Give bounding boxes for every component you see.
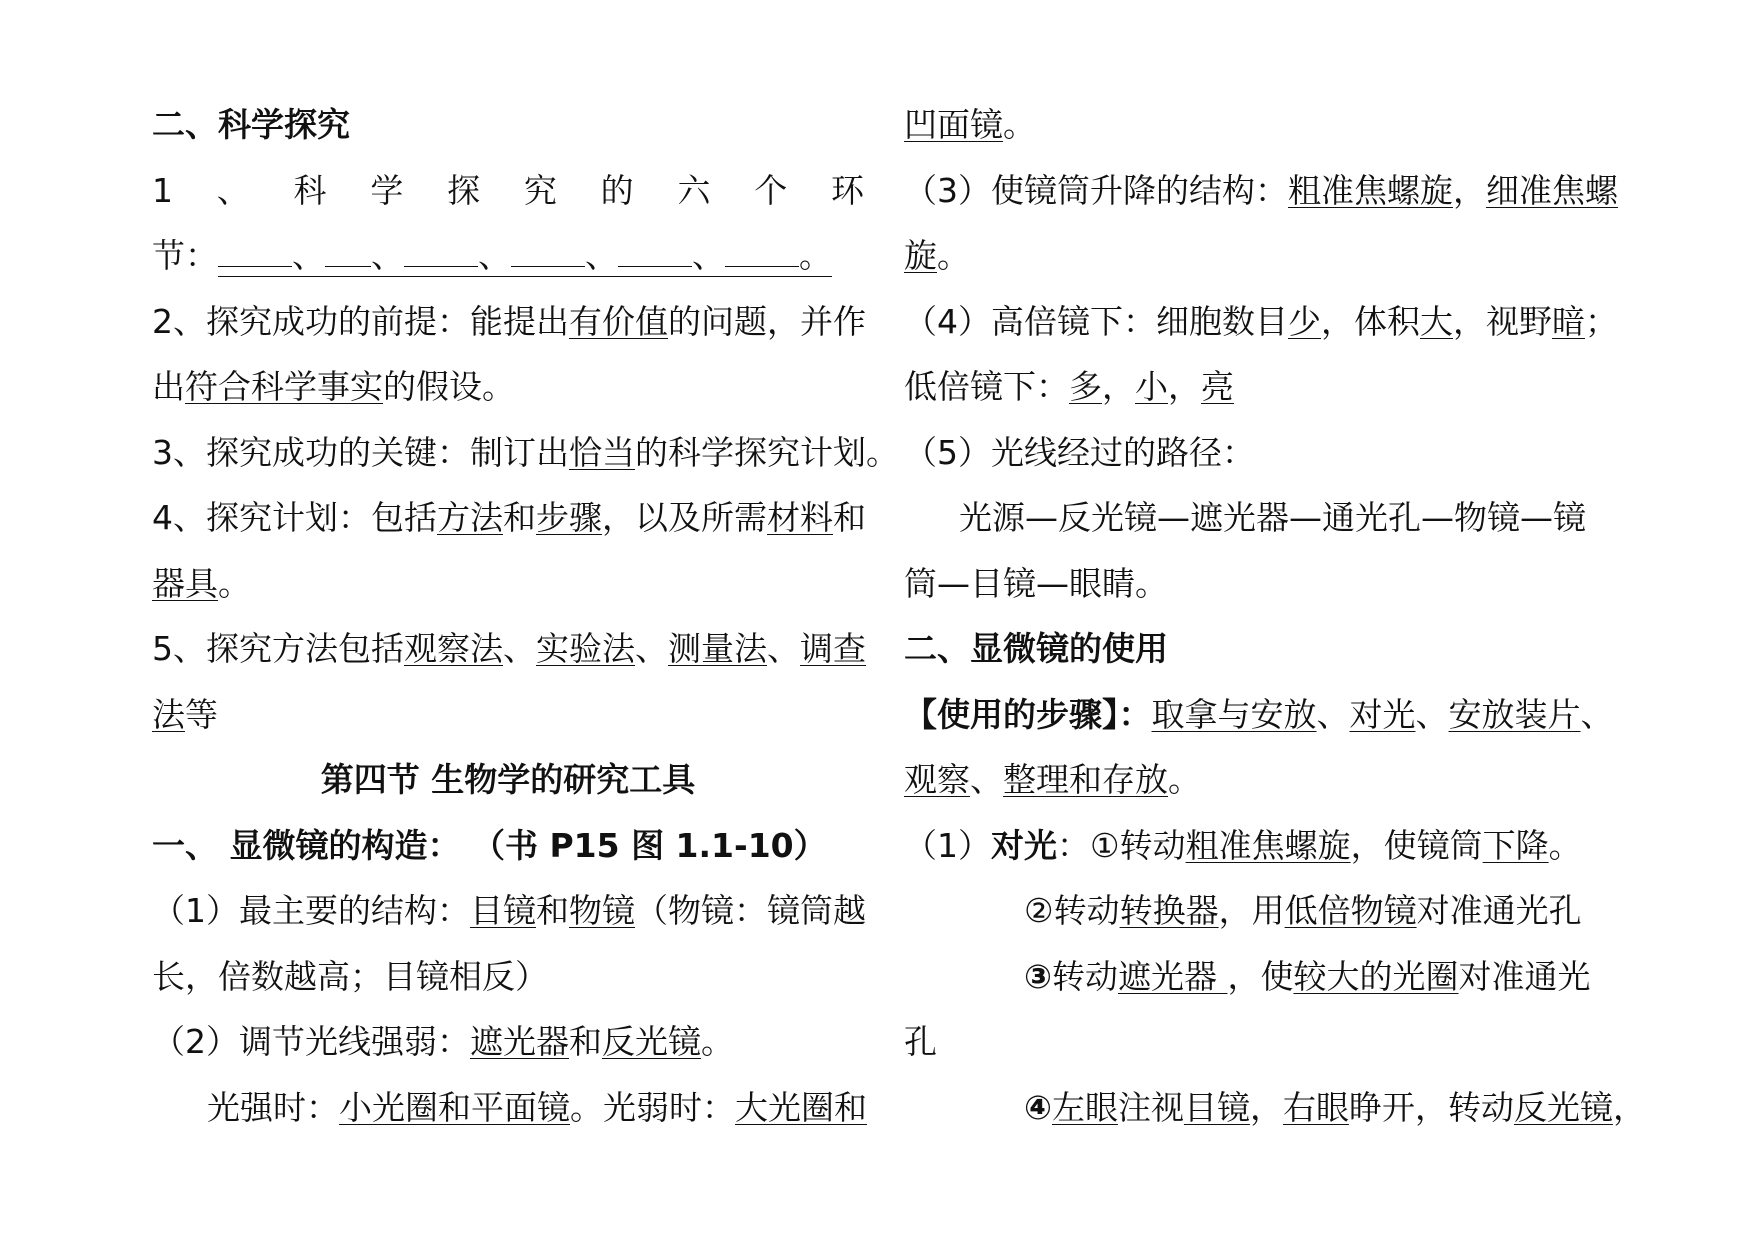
left-column (152, 92, 899, 1140)
answer: 法 (152, 694, 185, 734)
paragraph-align-light-4 (904, 1075, 1646, 1141)
text: 和 (569, 1022, 602, 1061)
answer: 恰当 (569, 432, 635, 472)
blank (511, 238, 585, 267)
text: 。 (1003, 105, 1036, 144)
sep: 、 (292, 236, 325, 275)
paragraph-align-light-1 (904, 813, 1616, 879)
paragraph-focus-knobs-cont (904, 223, 1616, 289)
heading-microscope-structure: 一、 显微镜的构造： （书 P15 图 1.1-10） (152, 825, 827, 865)
text: （物镜：镜筒越 (635, 891, 866, 930)
paragraph-high-power (904, 289, 1616, 355)
text: ， (1102, 367, 1135, 406)
blank (218, 238, 292, 267)
text: ， (1168, 367, 1201, 406)
answer: 目镜 (1183, 1087, 1250, 1127)
answer: 反光镜 (1513, 1087, 1613, 1127)
text: 5、探究方法包括 (152, 629, 404, 668)
heading-science-inquiry: 二、科学探究 (152, 105, 350, 144)
answer: 下降 (1482, 825, 1549, 865)
blank (725, 238, 799, 267)
text: 。 (701, 1022, 734, 1061)
text: 出 (152, 367, 185, 406)
text: ， (1453, 170, 1486, 210)
paragraph-plan-cont (152, 551, 864, 617)
text: ，视野 (1453, 301, 1552, 341)
answer: 少 (1288, 301, 1321, 341)
answer: 遮光器 (470, 1022, 569, 1061)
text: 的问题，并作 (668, 301, 866, 341)
fill-blank-line (218, 236, 832, 277)
paragraph-align-light-2 (904, 878, 1616, 944)
text: 4、探究计划：包括 (152, 498, 437, 537)
label: 对光 (991, 825, 1057, 865)
answer: 观察法 (404, 629, 503, 668)
answer: 步骤 (536, 498, 602, 537)
text: 和 (833, 498, 866, 537)
answer: 亮 (1201, 367, 1234, 406)
answer: 整理和存放 (1003, 760, 1168, 799)
answer: 旋 (904, 236, 937, 275)
answer: 方法 (437, 498, 503, 537)
text: 。 (937, 236, 970, 275)
text: 注视 (1117, 1087, 1184, 1127)
text: 。 (1548, 825, 1582, 865)
paragraph-focus-knobs (904, 158, 1616, 224)
section-title: 第四节 生物学的研究工具 (320, 760, 696, 799)
sep: 、 (585, 236, 618, 275)
text: 低倍镜下： (904, 367, 1069, 406)
paragraph-main-structure (152, 878, 864, 944)
answer: 器具 (152, 563, 218, 603)
answer: 大光圈和 (735, 1087, 867, 1127)
step-number: ③ (1024, 956, 1052, 996)
answer: 凹面镜 (904, 105, 1003, 144)
paragraph-light-strength (152, 1075, 867, 1141)
paragraph-premise (152, 289, 864, 355)
text: 、 (1415, 694, 1449, 734)
text: 。 (218, 563, 251, 603)
answer: 材料 (767, 498, 833, 537)
answer: 遮光器 (1117, 956, 1228, 996)
answer: 粗准焦螺旋 (1185, 825, 1351, 865)
text: ， (1249, 1087, 1283, 1127)
paragraph-key (152, 420, 899, 486)
step-number: ④ (1024, 1087, 1052, 1127)
text: ：①转动 (1057, 825, 1186, 865)
answer: 右眼 (1282, 1087, 1349, 1127)
paragraph-light-adjust (152, 1009, 864, 1075)
blank (325, 238, 371, 267)
answer: 转换器 (1119, 891, 1219, 930)
text: ，用 (1218, 891, 1285, 930)
paragraph-premise-cont (152, 354, 864, 420)
answer: 反光镜 (602, 1022, 701, 1061)
text: ，使镜筒 (1350, 825, 1483, 865)
paragraph-plan (152, 485, 864, 551)
text: 光强时： (207, 1087, 339, 1127)
answer: 多 (1069, 367, 1102, 406)
text: ②转动 (1024, 891, 1120, 930)
paragraph-six-steps-blanks (152, 223, 864, 289)
answer: 实验法 (536, 629, 635, 668)
text: （1） (904, 825, 991, 865)
text: ； (1585, 301, 1618, 341)
answer: 物镜 (569, 891, 635, 930)
answer: 小 (1135, 367, 1168, 406)
text: 、 (970, 760, 1003, 799)
text: 、 (1316, 694, 1350, 734)
sep: 、 (692, 236, 725, 275)
text: 对准通光 (1458, 956, 1591, 996)
paragraph-align-light-3 (904, 944, 1616, 1010)
text: 。 (1168, 760, 1201, 799)
text: 的科学探究计划。 (635, 432, 899, 472)
text: （4）高倍镜下：细胞数目 (904, 301, 1288, 341)
text: 睁开，转动 (1348, 1087, 1514, 1127)
paragraph-light-path-line1: 光源—反光镜—遮光器—通光孔—物镜—镜 (959, 498, 1586, 537)
answer: 低倍物镜 (1284, 891, 1417, 930)
text: 、 (635, 629, 668, 668)
paragraph-methods (152, 616, 864, 682)
paragraph-low-power (904, 354, 1616, 420)
answer: 安放装片 (1448, 694, 1581, 734)
text: ，使 (1227, 956, 1294, 996)
text: 和 (536, 891, 569, 930)
answer: 小光圈和平面镜 (339, 1087, 570, 1127)
answer: 取拿与安放 (1151, 694, 1317, 734)
paragraph-align-light-3-cont: 孔 (904, 1022, 937, 1061)
sep: 、 (371, 236, 404, 275)
text: 3、探究成功的关键：制订出 (152, 432, 569, 472)
answer: 观察 (904, 760, 970, 799)
answer: 调查 (800, 629, 866, 668)
text: （2）调节光线强弱： (152, 1022, 470, 1061)
text: 、 (503, 629, 536, 668)
answer: 测量法 (668, 629, 767, 668)
text: 的假设。 (383, 367, 515, 406)
paragraph-concave-mirror (904, 92, 1616, 158)
answer: 有价值 (569, 301, 668, 341)
right-column (904, 92, 1646, 1140)
paragraph-light-path: （5）光线经过的路径： (904, 432, 1255, 472)
answer: 大 (1420, 301, 1453, 341)
text: 。光弱时： (570, 1087, 735, 1127)
text: ， (1612, 1087, 1646, 1127)
paragraph-light-path-line2: 筒—目镜—眼睛。 (904, 563, 1168, 603)
text: 和 (503, 498, 536, 537)
paragraph-methods-cont (152, 682, 864, 748)
text: 2、探究成功的前提：能提出 (152, 301, 569, 341)
text: （3）使镜筒升降的结构： (904, 170, 1288, 210)
answer: 对光 (1349, 694, 1416, 734)
sep: 。 (799, 236, 832, 275)
paragraph-six-steps: 1、科学探究的六个环 (152, 170, 864, 210)
paragraph-use-steps-cont (904, 747, 1616, 813)
text: ，以及所需 (602, 498, 767, 537)
answer: 目镜 (470, 891, 536, 930)
paragraph-main-structure-cont: 长，倍数越高；目镜相反） (152, 956, 548, 996)
answer: 暗 (1552, 301, 1585, 341)
blank-prefix: 节： (152, 236, 218, 275)
answer: 粗准焦螺旋 (1288, 170, 1453, 210)
text: ，体积 (1321, 301, 1420, 341)
text: 、 (1580, 694, 1614, 734)
answer: 细准焦螺 (1486, 170, 1618, 210)
answer: 左眼 (1051, 1087, 1118, 1127)
text: 等 (185, 694, 218, 734)
blank (618, 238, 692, 267)
text: 对准通光孔 (1416, 891, 1582, 930)
blank (404, 238, 478, 267)
heading-microscope-use: 二、显微镜的使用 (904, 629, 1168, 668)
text: （1）最主要的结构： (152, 891, 470, 930)
label: 【使用的步骤】： (904, 694, 1152, 734)
answer: 较大的光圈 (1293, 956, 1459, 996)
text: 、 (767, 629, 800, 668)
answer: 符合科学事实 (185, 367, 383, 406)
text: 转动 (1051, 956, 1118, 996)
paragraph-use-steps (904, 682, 1616, 748)
sep: 、 (478, 236, 511, 275)
